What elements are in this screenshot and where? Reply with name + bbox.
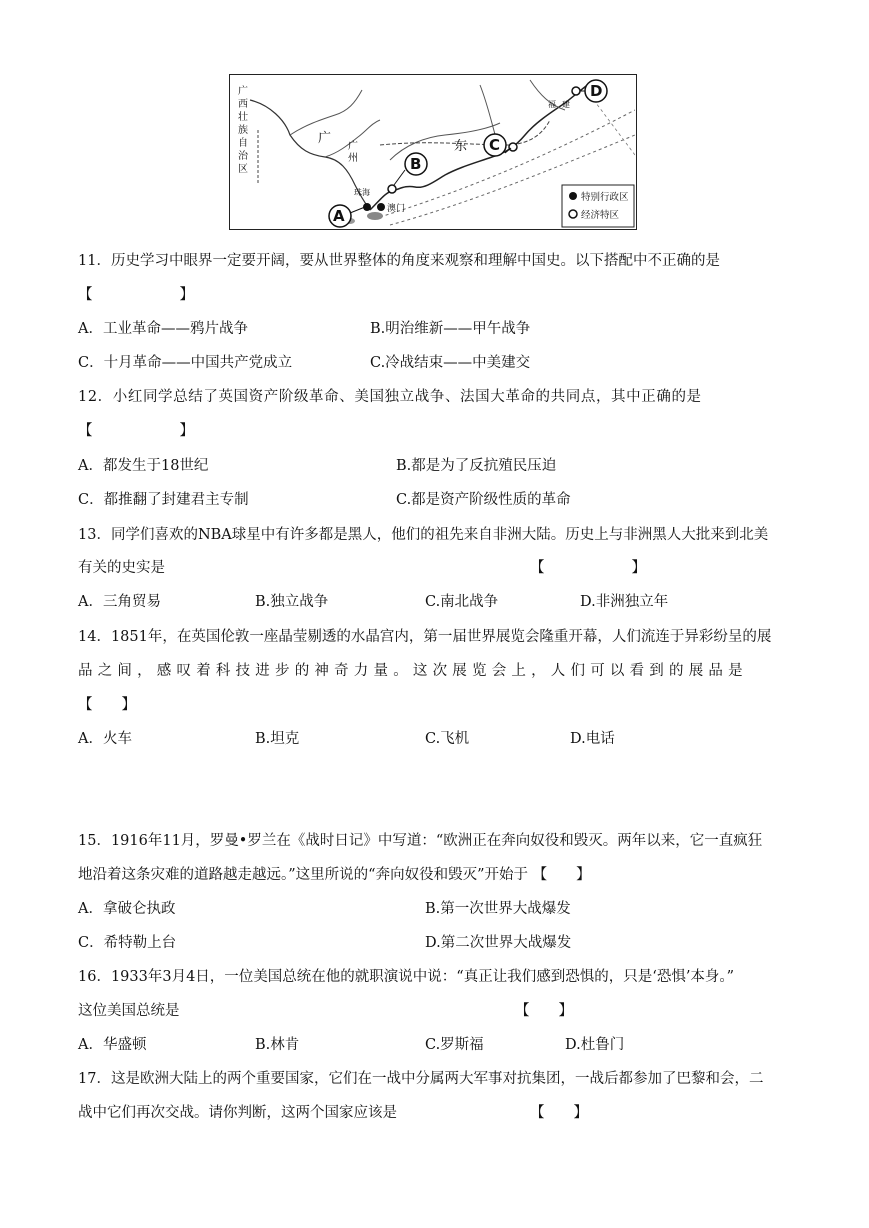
q16-stem-line1: 16．1933年3月4日，一位美国总统在他的就职演说中说：“真正让我们感到恐惧的，只是‘恐惧’本身。” [78, 969, 735, 985]
q15-option-d: D.第二次世界大战爆发 [425, 935, 572, 951]
q11-option-b: B.明治维新——甲午战争 [370, 321, 531, 337]
q14-option-b: B.坦克 [255, 731, 300, 747]
q17-stem-line2: 战中它们再次交战。请你判断，这两个国家应该是 [78, 1105, 397, 1121]
q14-option-d: D.电话 [570, 731, 615, 747]
q16-answer-bracket: 【 】 [515, 1003, 573, 1019]
map-city-aomen: 澳门 [387, 204, 406, 214]
q13-option-a: A．三角贸易 [78, 594, 161, 610]
map-region-fujian: 福建 [548, 100, 576, 109]
legend-special-admin-label: 特别行政区 [581, 192, 629, 203]
q11-option-a: A．工业革命——鸦片战争 [78, 321, 248, 337]
q17-answer-bracket: 【 】 [530, 1105, 588, 1121]
q16-option-b: B.林肯 [255, 1037, 300, 1053]
map-label-c: C [489, 136, 501, 154]
q11-stem-text: 11．历史学习中眼界一定要开阔，要从世界整体的角度来观察和理解中国史。以下搭配中不正确的是 [78, 253, 720, 269]
map-region-dong: 东 [454, 139, 468, 154]
map-region-guang: 广 [318, 131, 332, 146]
q12-option-c: C．都推翻了封建君主专制 [78, 492, 249, 508]
q15-option-c: C．希特勒上台 [78, 935, 177, 951]
q14-option-a: A．火车 [78, 731, 132, 747]
q12-option-a: A．都发生于18世纪 [78, 458, 209, 474]
q11-answer-bracket: 【 】 [78, 287, 194, 303]
map-region-guangxi: 广西壮族自治区 [238, 86, 248, 175]
q11-option-d: C.冷战结束——中美建交 [370, 355, 531, 371]
q13-option-d: D.非洲独立年 [580, 594, 669, 610]
map-drawing [230, 75, 635, 228]
q15-option-a: A．拿破仑执政 [78, 901, 176, 917]
q13-stem-line2: 有关的史实是 [78, 560, 165, 576]
q15-option-b: B.第一次世界大战爆发 [425, 901, 571, 917]
q16-option-d: D.杜鲁门 [565, 1037, 625, 1053]
map-label-d: D [590, 82, 603, 100]
q13-stem-line1: 13．同学们喜欢的NBA球星中有许多都是黑人，他们的祖先来自非洲大陆。历史上与非洲黑人大批来到北美 [78, 527, 769, 543]
q14-answer-bracket: 【 】 [78, 697, 136, 713]
q17-stem-line1: 17．这是欧洲大陆上的两个重要国家，它们在一战中分属两大军事对抗集团，一战后都参加了巴黎和会，二 [78, 1071, 764, 1087]
q14-option-c: C.飞机 [425, 731, 470, 747]
q11-stem-line1 [78, 251, 792, 271]
map-label-a: A [333, 207, 345, 225]
legend-econ-zone-label: 经济特区 [581, 210, 620, 221]
q11-option-c: C．十月革命——中国共产党成立 [78, 355, 293, 371]
q14-stem-line1: 14．1851年，在英国伦敦一座晶莹剔透的水晶宫内，第一届世界展览会隆重开幕，人们流连于异彩纷呈的展 [78, 629, 772, 645]
q13-option-b: B.独立战争 [255, 594, 329, 610]
q15-stem-line2: 地沿着这条灾难的道路越走越远。”这里所说的“奔向奴役和毁灭”开始于 【 】 [78, 867, 591, 883]
map-label-b: B [410, 155, 422, 173]
q12-option-b: B.都是为了反抗殖民压迫 [396, 458, 557, 474]
q12-stem-line1: 12．小红同学总结了英国资产阶级革命、美国独立战争、法国大革命的共同点，其中正确的是 [78, 389, 702, 405]
q13-answer-bracket: 【 】 [530, 560, 646, 576]
q16-option-c: C.罗斯福 [425, 1037, 484, 1053]
map-figure [229, 74, 637, 230]
q12-answer-bracket: 【 】 [78, 423, 194, 439]
q14-stem-line2: 品之间，感叹着科技进步的神奇力量。这次展览会上，人们可以看到的展品是 [78, 663, 748, 679]
q13-option-c: C.南北战争 [425, 594, 499, 610]
q15-stem-line1: 15．1916年11月，罗曼•罗兰在《战时日记》中写道：“欧洲正在奔向奴役和毁灭。两年以来，它一直疯狂 [78, 833, 763, 849]
q16-stem-line2: 这位美国总统是 [78, 1003, 180, 1019]
map-city-guangzhou: 广州 [348, 141, 358, 164]
q12-option-d: C.都是资产阶级性质的革命 [396, 492, 571, 508]
map-city-zhuhai: 珠海 [354, 188, 370, 197]
q16-option-a: A．华盛顿 [78, 1037, 147, 1053]
